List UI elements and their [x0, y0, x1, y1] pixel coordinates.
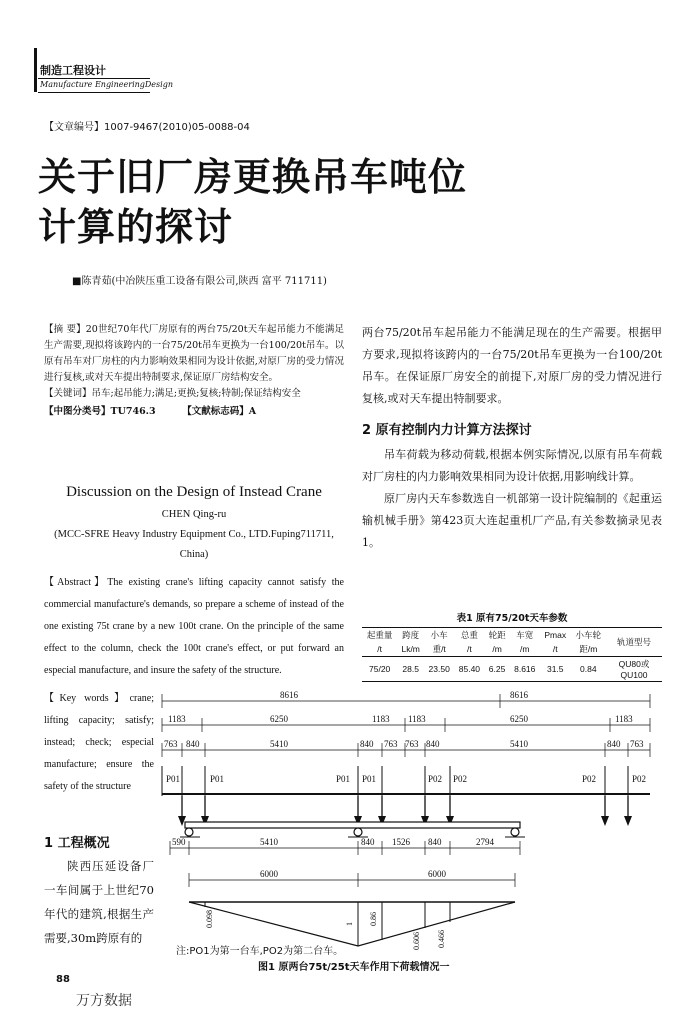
load-p02-c: P02 [582, 774, 597, 784]
table-header-row-1 [362, 628, 662, 643]
dim-1526: 1526 [392, 837, 410, 847]
journal-title: 制造工程设计 [40, 64, 106, 77]
dim-840-c: 840 [426, 739, 440, 749]
th-unit-4: /m [492, 644, 502, 654]
english-title: Discussion on the Design of Instead Crane [66, 484, 322, 500]
th-unit-1: Lk/m [401, 644, 420, 654]
dim-5410-a: 5410 [270, 739, 288, 749]
dim-1183-d: 1183 [615, 714, 633, 724]
paper-title [38, 152, 467, 252]
section-1-text: 陕西压延设备厂一车间属于上世纪70年代的建筑,根据生产需要,30m跨原有的 [44, 859, 154, 945]
figure-note: 注:PO1为第一台车,PO2为第二台车。 [176, 946, 344, 957]
td-4: 6.25 [488, 664, 506, 674]
dim-1183-c: 1183 [408, 714, 426, 724]
title-line-1: 关于旧厂房更换吊车吨位 [38, 155, 468, 199]
th-unit-7: 距/m [579, 644, 598, 654]
class-line [44, 404, 344, 420]
dim-1183-b: 1183 [372, 714, 390, 724]
td-3: 85.40 [458, 664, 481, 674]
dim-840-e: 840 [361, 837, 375, 847]
dim-6000-b: 6000 [428, 869, 446, 879]
dim-6000-a: 6000 [260, 869, 278, 879]
th-3: 总重 [460, 630, 478, 640]
section-1-body [44, 854, 154, 950]
dim-763-d: 763 [630, 739, 644, 749]
author-line: ■陈青茹(中冶陕压重工设备有限公司,陕西 富平 711711) [72, 276, 327, 287]
dim-2794: 2794 [476, 837, 494, 847]
table-row [362, 657, 662, 682]
dim-763-a: 763 [164, 739, 178, 749]
keywords-en: 【Key words】crane; lifting capacity; satisfy; instead; check; especial manufacture; ensure the safety of the structure [44, 693, 154, 792]
il-1: 1 [345, 922, 354, 926]
header-rule-2 [38, 92, 150, 93]
dim-5410-b: 5410 [510, 739, 528, 749]
doc-code: 【文献标志码】A [182, 406, 257, 417]
th-unit-2: 重/t [432, 644, 446, 654]
dim-6250-b: 6250 [510, 714, 528, 724]
th-8: 轨道型号 [616, 637, 651, 647]
dim-row-bottom [170, 837, 520, 887]
article-number: 【文章编号】1007-9467(2010)05-0088-04 [44, 122, 250, 133]
table-1-grid [362, 627, 662, 682]
th-6: Pmax [544, 630, 567, 640]
figure-1 [160, 688, 660, 978]
td-0: 75/20 [369, 664, 391, 674]
td-8: QU80或QU100 [618, 659, 650, 680]
load-p02-b: P02 [453, 774, 468, 784]
crane-loads [162, 766, 650, 796]
td-5: 8.616 [514, 664, 536, 674]
th-2: 小车 [430, 630, 448, 640]
dim-6250-a: 6250 [270, 714, 288, 724]
load-p01-a: P01 [166, 774, 181, 784]
keywords-en-block [44, 688, 154, 798]
th-unit-0: /t [377, 644, 382, 654]
table-1 [362, 610, 662, 682]
th-4: 轮距 [488, 630, 506, 640]
dim-8616-b: 8616 [510, 690, 528, 700]
dim-840-d: 840 [607, 739, 621, 749]
header-rule [38, 78, 150, 79]
th-unit-3: /t [467, 644, 472, 654]
english-affiliation-1: (MCC-SFRE Heavy Industry Equipment Co., LTD.Fuping711711, [54, 529, 334, 540]
td-1: 28.5 [402, 664, 419, 674]
il-0606: 0.606 [412, 932, 421, 950]
load-p02-a: P02 [428, 774, 443, 784]
abstract-cn: 【摘 要】20世纪70年代厂房原有的两台75/20t天车起吊能力不能满足生产需要,现拟将该跨内的一台75/20t吊车更换为一台100/20t吊车。以原有吊车对厂房柱的内力影响效果相同为设计依据,对原厂房的受力情况进行复核,或对天车提出特制要求,保证原厂房结构安全。 [44, 324, 344, 383]
th-7: 小车轮 [575, 630, 602, 640]
dim-5410-c: 5410 [260, 837, 278, 847]
load-p01-b: P01 [210, 774, 225, 784]
il-0098: 0.098 [205, 910, 214, 928]
dim-840-f: 840 [428, 837, 442, 847]
right-paragraph-3: 原厂房内天车参数选自一机部第一设计院编制的《起重运输机械手册》第423页大连起重机厂产品,有关参数摘录见表1。 [362, 492, 662, 549]
figure-caption: 图1 原两台75t/25t天车作用下荷载情况一 [258, 962, 450, 973]
td-6: 31.5 [546, 664, 564, 674]
right-paragraph-2: 吊车荷载为移动荷载,根据本例实际情况,以原有吊车荷载对厂房柱的内力影响效果相同为设计依据,用影响线计算。 [362, 448, 662, 483]
dim-8616-a: 8616 [280, 690, 298, 700]
journal-subtitle: Manufacture EngineeringDesign [40, 80, 173, 89]
dim-row-8616 [162, 690, 650, 708]
beam [180, 822, 525, 837]
th-unit-5: /m [520, 644, 530, 654]
english-affiliation-2: China) [179, 549, 209, 560]
load-p02-d: P02 [632, 774, 647, 784]
right-column [362, 322, 662, 554]
right-paragraph-1: 两台75/20t吊车起吊能力不能满足现在的生产需要。根据甲方要求,现拟将该跨内的一台75/20t吊车更换为一台100/20t吊车。在保证原厂房安全的前提下,对原厂房的受力情况进行复核,或对天车提出特制要求。 [362, 326, 662, 405]
th-1: 跨度 [402, 630, 420, 640]
dim-840-a: 840 [186, 739, 200, 749]
abstract-en: 【Abstract】The existing crane's lifting capacity cannot satisfy the commercial manufacture's demands, so prepare a scheme of instead of the one existing 75t crane by a new 100t crane. On the principle of the same effect to the column, check the 100t crane's effect, or put forward an especial manufacture, and insure the safety of the structure. [44, 577, 344, 676]
header-bar [34, 48, 37, 92]
th-0: 起重量 [366, 630, 393, 640]
english-header [44, 484, 344, 565]
table-1-caption: 表1 原有75/20t天车参数 [456, 613, 568, 624]
dim-590: 590 [172, 837, 186, 847]
load-p01-d: P01 [362, 774, 377, 784]
il-086: 0.86 [369, 912, 378, 926]
dim-840-b: 840 [360, 739, 374, 749]
dim-763-b: 763 [384, 739, 398, 749]
page-number: 88 [56, 974, 70, 985]
keywords-cn: 【关键词】吊车;起吊能力;满足;更换;复核;特制;保证结构安全 [44, 388, 301, 399]
th-unit-6: /t [552, 644, 558, 654]
td-7: 0.84 [580, 664, 597, 674]
clc-number: 【中图分类号】TU746.3 [44, 406, 156, 417]
abstract-en-block [44, 572, 344, 682]
section-1-title: 1 工程概况 [44, 836, 110, 851]
dim-row-5410 [162, 739, 650, 757]
th-5: 车宽 [516, 630, 534, 640]
load-p01-c: P01 [336, 774, 351, 784]
dim-row-6250 [162, 714, 650, 732]
td-2: 23.50 [428, 664, 450, 674]
section-2-title: 2 原有控制内力计算方法探讨 [362, 423, 532, 438]
dim-1183-a: 1183 [168, 714, 186, 724]
dim-763-c: 763 [405, 739, 419, 749]
watermark: 万方数据 [76, 993, 132, 1009]
abstract-cn-block [44, 322, 344, 420]
il-0466: 0.466 [437, 930, 446, 948]
english-author: CHEN Qing-ru [161, 509, 227, 520]
title-line-2: 计算的探讨 [38, 205, 234, 249]
